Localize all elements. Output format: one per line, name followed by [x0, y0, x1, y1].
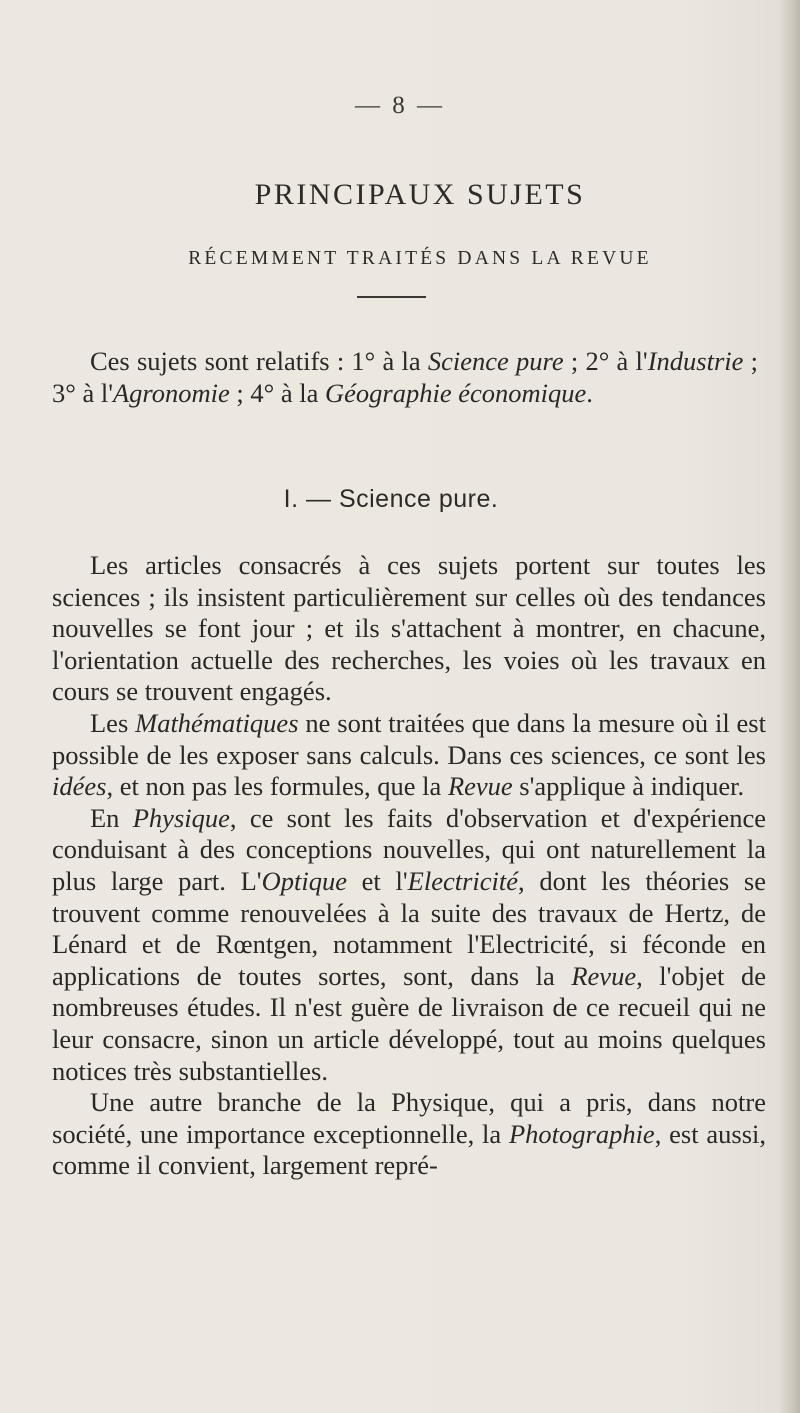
page-heading: PRINCIPAUX SUJETS: [254, 178, 586, 211]
paragraph-mathematiques: Les Mathématiques ne sont traitées que dans la mesure où il est possible de les exposer sans calculs. Dans ces sciences, ce sont les idées, et non pas les formules, que la Revue s'applique à indiquer.: [52, 707, 766, 802]
paragraph-physique: En Physique, ce sont les faits d'observation et d'expérience conduisant à des conceptions nouvelles, qui ont naturellement la plus large part. L'Optique et l'Electricité, dont les théories se trouvent comme renouvelées à la suite des travaux de Hertz, de Lénard et de Rœntgen, notamment l'Electricité, si féconde en applications de toutes sortes, sont, dans la Revue, l'objet de nombreuses études. Il n'est guère de livraison de ce recueil qui ne leur consacre, sinon un article développé, tout au moins quelques notices très substantielles.: [52, 802, 767, 1086]
paragraph-articles: Les articles consacrés à ces sujets portent sur toutes les sciences ; ils insistent particulièrement sur celles où des tendances nouvelles se font jour ; et ils s'attachent à montrer, en chacune, l'orientation actuelle des recherches, les voies où les travaux en cours se trouvent engagés.: [52, 550, 766, 707]
intro-paragraph: Ces sujets sont relatifs : 1° à la Science pure ; 2° à l'Industrie ; 3° à l'Agronomie ; 4° à la Géographie économique.: [52, 346, 758, 408]
section-body: [52, 550, 766, 1182]
page-number: — 8 —: [355, 92, 445, 119]
section-title: I. — Science pure.: [283, 485, 499, 513]
page-subheading: RÉCEMMENT TRAITÉS DANS LA REVUE: [188, 248, 652, 269]
heading-divider: [357, 296, 426, 298]
paragraph-photographie: Une autre branche de la Physique, qui a pris, dans notre société, une importance exceptionnelle, la Photographie, est aussi, comme il convient, largement repré-: [52, 1087, 767, 1181]
